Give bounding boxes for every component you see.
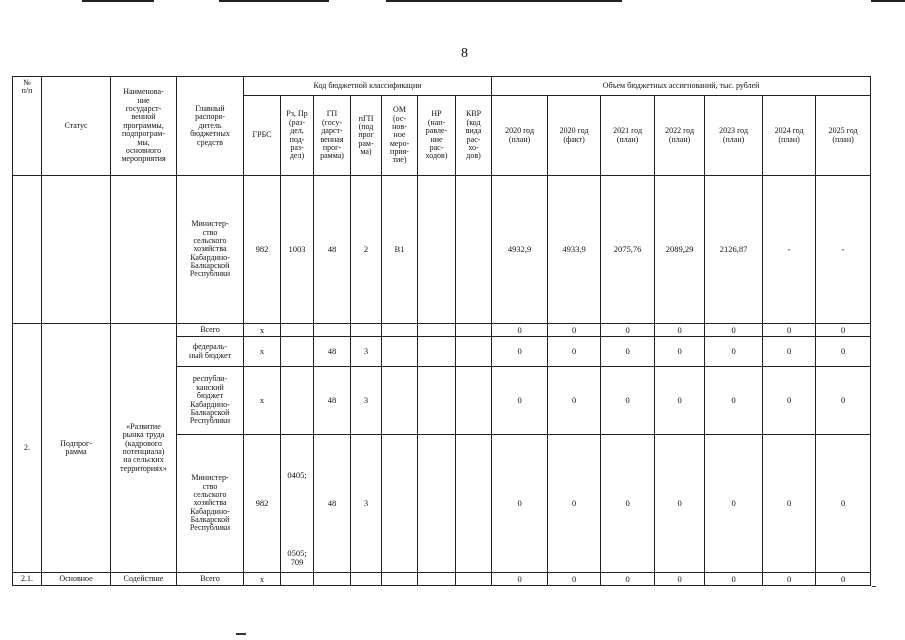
header-code-rzpr: Рз, Пр (раз- дел, под- раз- дел) (281, 96, 314, 176)
cell-value: 0 (548, 435, 601, 573)
cell-value: 0 (705, 435, 763, 573)
cell-value: 0 (705, 337, 763, 367)
header-amount-group: Объем бюджетных ассигнований, тыс. рублей (492, 77, 871, 96)
cell-value: 2089,29 (655, 176, 705, 324)
cell-status: Подпрог- рамма (42, 324, 111, 573)
cell-manager: Всего (177, 573, 244, 586)
cell-status (42, 176, 111, 324)
cell-value: 0 (492, 324, 548, 337)
cell-code (314, 573, 351, 586)
cell-code: 48 (314, 435, 351, 573)
cell-value: 0 (763, 367, 816, 435)
cell-code (418, 435, 456, 573)
cell-value: 0 (763, 573, 816, 586)
header-year-2020-fact: 2020 год (факт) (548, 96, 601, 176)
header-num-label-2: п/п (21, 86, 33, 96)
cell-value: 0 (548, 367, 601, 435)
cell-code (418, 367, 456, 435)
cell-manager: Всего (177, 324, 244, 337)
cell-value: 0 (601, 435, 655, 573)
cell-code (456, 337, 492, 367)
cell-code: 982 (244, 176, 281, 324)
cell-value: 0 (816, 324, 871, 337)
cell-code (281, 367, 314, 435)
cell-value: 0 (816, 367, 871, 435)
header-code-gp: ГП (госу- дарст- венная прог- рамма) (314, 96, 351, 176)
top-rule-2 (219, 0, 329, 2)
cell-code (281, 337, 314, 367)
header-num (13, 77, 42, 176)
cell-name: Содействие (111, 573, 177, 586)
cell-value: - (763, 176, 816, 324)
header-code-group: Код бюджетной классификации (244, 77, 492, 96)
cell-code-rzpr (281, 435, 314, 573)
cell-value: 0 (763, 337, 816, 367)
cell-code: х (244, 337, 281, 367)
top-rule-1 (82, 0, 154, 2)
cell-code: 3 (351, 337, 382, 367)
header-status: Статус (42, 77, 111, 176)
table-row (13, 324, 871, 337)
cell-code (418, 337, 456, 367)
cell-code: х (244, 367, 281, 435)
cell-code: В1 (382, 176, 418, 324)
cell-code: 982 (244, 435, 281, 573)
top-rule-4 (871, 0, 905, 2)
cell-code: 1003 (281, 176, 314, 324)
cell-code: 48 (314, 176, 351, 324)
cell-value: 0 (655, 435, 705, 573)
cell-code (418, 176, 456, 324)
cell-code (382, 367, 418, 435)
cell-code (418, 324, 456, 337)
cell-code: 48 (314, 367, 351, 435)
header-year-2021: 2021 год (план) (601, 96, 655, 176)
table-row (13, 573, 871, 586)
cell-value: 0 (763, 324, 816, 337)
cell-code (456, 324, 492, 337)
scan-mark (236, 633, 246, 635)
cell-code: 3 (351, 435, 382, 573)
header-program-name: Наименова- ние государст- венной программы, подпрограм- мы, основного мероприятия (111, 77, 177, 176)
header-year-2024: 2024 год (план) (763, 96, 816, 176)
cell-code (351, 573, 382, 586)
header-year-2020-plan: 2020 год (план) (492, 96, 548, 176)
header-code-grbs: ГРБС (244, 96, 281, 176)
cell-value: 2126,87 (705, 176, 763, 324)
cell-value: 0 (655, 337, 705, 367)
cell-value: 0 (492, 337, 548, 367)
cell-code: 3 (351, 367, 382, 435)
cell-value: 0 (601, 337, 655, 367)
cell-code: 2 (351, 176, 382, 324)
cell-value: 0 (548, 573, 601, 586)
cell-value: 0 (492, 573, 548, 586)
cell-code (382, 324, 418, 337)
cell-code (351, 324, 382, 337)
header-code-nr: НР (нап- равле- ние рас- ходов) (418, 96, 456, 176)
header-code-pgp: пГП (под прог рам- ма) (351, 96, 382, 176)
cell-num (13, 176, 42, 324)
header-code-om: ОМ (ос- нов- ное меро- прия- тие) (382, 96, 418, 176)
cell-status: Основное (42, 573, 111, 586)
header-year-2025: 2025 год (план) (816, 96, 871, 176)
rzpr-top: 0405; (287, 469, 307, 480)
top-rule-3 (386, 0, 622, 2)
cell-manager: федераль- ный бюджет (177, 337, 244, 367)
cell-code (456, 573, 492, 586)
cell-code (314, 324, 351, 337)
cell-value: 0 (492, 435, 548, 573)
cell-code: х (244, 324, 281, 337)
page-number: 8 (461, 46, 468, 61)
cell-name: «Развитие рынка труда (кадрового потенциала) на сельских территориях» (111, 324, 177, 573)
header-year-2023: 2023 год (план) (705, 96, 763, 176)
cell-num: 2. (13, 324, 42, 573)
cell-value: 0 (601, 367, 655, 435)
cell-code (418, 573, 456, 586)
header-row-1 (13, 77, 871, 96)
cell-value: 0 (655, 324, 705, 337)
cell-value: 0 (655, 367, 705, 435)
cell-code: 48 (314, 337, 351, 367)
cell-value: 0 (548, 337, 601, 367)
cell-code (382, 337, 418, 367)
rzpr-bottom: 0505; 709 (287, 547, 307, 567)
cell-value: 0 (548, 324, 601, 337)
cell-value: 0 (705, 573, 763, 586)
cell-name (111, 176, 177, 324)
cell-manager: республи- канский бюджет Кабардино- Балкарской Республики (177, 367, 244, 435)
header-code-kvr: КВР (код вида рас- хо- дов) (456, 96, 492, 176)
cell-value: 0 (816, 573, 871, 586)
header-main-manager: Главный распоря- дитель бюджетных средств (177, 77, 244, 176)
cell-value: 0 (655, 573, 705, 586)
cell-code (382, 435, 418, 573)
cell-value: 0 (816, 337, 871, 367)
cell-num: 2.1. (13, 573, 42, 586)
cell-code (281, 324, 314, 337)
cell-code (456, 367, 492, 435)
header-year-2022: 2022 год (план) (655, 96, 705, 176)
cell-manager: Министер- ство сельского хозяйства Кабардино- Балкарской Республики (177, 435, 244, 573)
table-row (13, 176, 871, 324)
cell-manager: Министер- ство сельского хозяйства Кабардино- Балкарской Республики (177, 176, 244, 324)
cell-value: 0 (705, 324, 763, 337)
cell-code (456, 176, 492, 324)
cell-value: 4933,9 (548, 176, 601, 324)
cell-value: 2075,76 (601, 176, 655, 324)
header-num-label: № (23, 78, 31, 87)
cell-value: 0 (705, 367, 763, 435)
budget-table (12, 76, 871, 586)
cell-value: 4932,9 (492, 176, 548, 324)
cell-code: х (244, 573, 281, 586)
cell-value: 0 (816, 435, 871, 573)
cell-code (456, 435, 492, 573)
cell-code (281, 573, 314, 586)
cell-code (382, 573, 418, 586)
cell-value: - (816, 176, 871, 324)
cell-value: 0 (763, 435, 816, 573)
cell-value: 0 (601, 573, 655, 586)
cell-value: 0 (601, 324, 655, 337)
cell-value: 0 (492, 367, 548, 435)
scan-mark (872, 586, 876, 587)
